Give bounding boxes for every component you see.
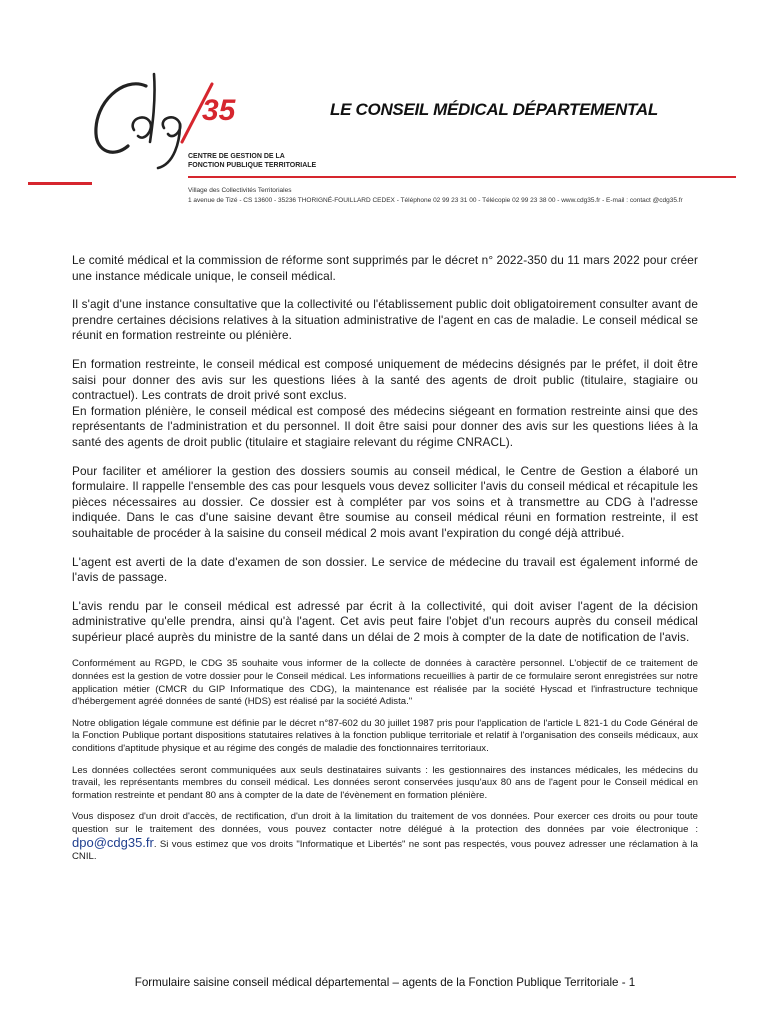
paragraph-restricted: En formation restreinte, le conseil médical est composé uniquement de médecins désignés par le préfet, il doit être saisi pour donner des avis sur les questions liées à la santé des agents de droit public (titulaire, stagiaire ou contractuel). Les contrats de droit privé sont exclus. xyxy=(72,356,698,403)
paragraph-notification: L'agent est averti de la date d'examen de son dossier. Le service de médecine du travail est également informé de l'avis de passage. xyxy=(72,554,698,585)
rgpd-rights-text-end: . Si vous estimez que vos droits "Informatique et Libertés" ne sont pas respectés, vous pouvez adresser une réclamation à la CNIL. xyxy=(72,838,698,863)
paragraph-opinion: L'avis rendu par le conseil médical est adressé par écrit à la collectivité, qui doit aviser l'agent de la décision administrative qu'elle prendra, ainsi qu'à l'agent. Cet avis peut faire l'objet d'un recours auprès du conseil médical supérieur placé auprès du ministre de la santé dans un délai de 2 mois à compter de la date de notification de l'avis. xyxy=(72,598,698,644)
svg-text:35: 35 xyxy=(202,94,236,127)
rgpd-collection: Conformément au RGPD, le CDG 35 souhaite vous informer de la collecte de données à caractère personnel. L'objectif de ce traitement de données est la gestion de votre dossier pour le Conseil médical. Les informations recueillies à partir de ce formulaire seront enregistrées sur notre application métier (CMCR du GIP Informatique des CDG), la maintenance est réalisée par la société Hyscad et l'infrastructure technique d'hébergement agréé données de santé (HDS) est réalisé par la société Adista." xyxy=(72,658,698,708)
page-footer: Formulaire saisine conseil médical départemental – agents de la Fonction Publique Territoriale - 1 xyxy=(134,976,636,989)
dpo-email-link[interactable]: dpo@cdg35.fr xyxy=(72,834,154,850)
main-content xyxy=(72,253,698,873)
rgpd-recipients: Les données collectées seront communiquées aux seuls destinataires suivants : les gestionnaires des instances médicales, les médecins du travail, les représentants membres du conseil médical. Les données seront conservées jusqu'aux 80 ans de l'agent pour le Conseil médical en formation restreinte et pendant 80 ans à compter de la date de l'évènement en formation plénière. xyxy=(72,764,698,801)
paragraph-intro: Le comité médical et la commission de réforme sont supprimés par le décret n° 2022-350 du 11 mars 2022 pour créer une instance médicale unique, le conseil médical. xyxy=(72,253,698,283)
organization-name: CENTRE DE GESTION DE LA FONCTION PUBLIQUE TERRITORIALE xyxy=(188,153,317,169)
paragraph-form: Pour faciliter et améliorer la gestion des dossiers soumis au conseil médical, le Centre de Gestion a élaboré un formulaire. Il rappelle l'ensemble des cas pour lesquels vous devez solliciter l'avis du conseil médical et récapitule les pièces nécessaires au dossier. Ce dossier est à compléter par vos soins et à transmettre au CDG à l'adresse indiquée. Dans le cas d'une saisine devant être soumise au conseil médical réuni en formation restreinte, il est souhaitable de procéder à la saisine du conseil médical 2 mois avant l'expiration du congé déjà attribué. xyxy=(72,463,698,540)
left-red-rule xyxy=(28,182,92,185)
rgpd-legal-basis: Notre obligation légale commune est définie par le décret n°87-602 du 30 juillet 1987 pris pour l'application de l'article L 821-1 du Code Général de la Fonction Publique portant dispositions statutaires relatives à la fonction publique territoriale et relatif à l'organisation des conseils médicaux, aux conditions d'aptitude physique et au régime des congés de maladie des fonctionnaires territoriaux. xyxy=(72,717,698,755)
village-line: Village des Collectivités Territoriales xyxy=(188,187,292,194)
address-line: 1 avenue de Tizé - CS 13600 - 35236 THORIGNÉ-FOUILLARD CEDEX - Téléphone 02 99 23 31 00 - Télécopie 02 99 23 38 00 - www.cdg35.fr - E-mail : contact @cdg35.fr xyxy=(188,197,683,204)
paragraph-plenary: En formation plénière, le conseil médical est composé des médecins siégeant en formation restreinte ainsi que des représentants de l'administration et du personnel. Il doit être saisi pour donner des avis sur les questions liées à la santé des agents de droit public (titulaire et stagiaire relevant du régime CNRACL). xyxy=(72,403,698,449)
paragraph-instance: Il s'agit d'une instance consultative que la collectivité ou l'établissement public doit obligatoirement consulter avant de prendre certaines décisions relatives à la situation administrative de l'agent en cas de maladie. Le conseil médical se réunit en formation restreinte ou plénière. xyxy=(72,297,698,343)
header-red-rule xyxy=(188,176,736,178)
rgpd-rights-text: Vous disposez d'un droit d'accès, de rectification, d'un droit à la limitation du traitement de vos données. Pour exercer ces droits ou pour toute question sur le traitement des données, vous pouvez contacter notre délégué à la protection des données par voie électronique : xyxy=(72,811,698,835)
page-title: LE CONSEIL MÉDICAL DÉPARTEMENTAL xyxy=(330,100,658,119)
rgpd-rights xyxy=(72,811,698,863)
